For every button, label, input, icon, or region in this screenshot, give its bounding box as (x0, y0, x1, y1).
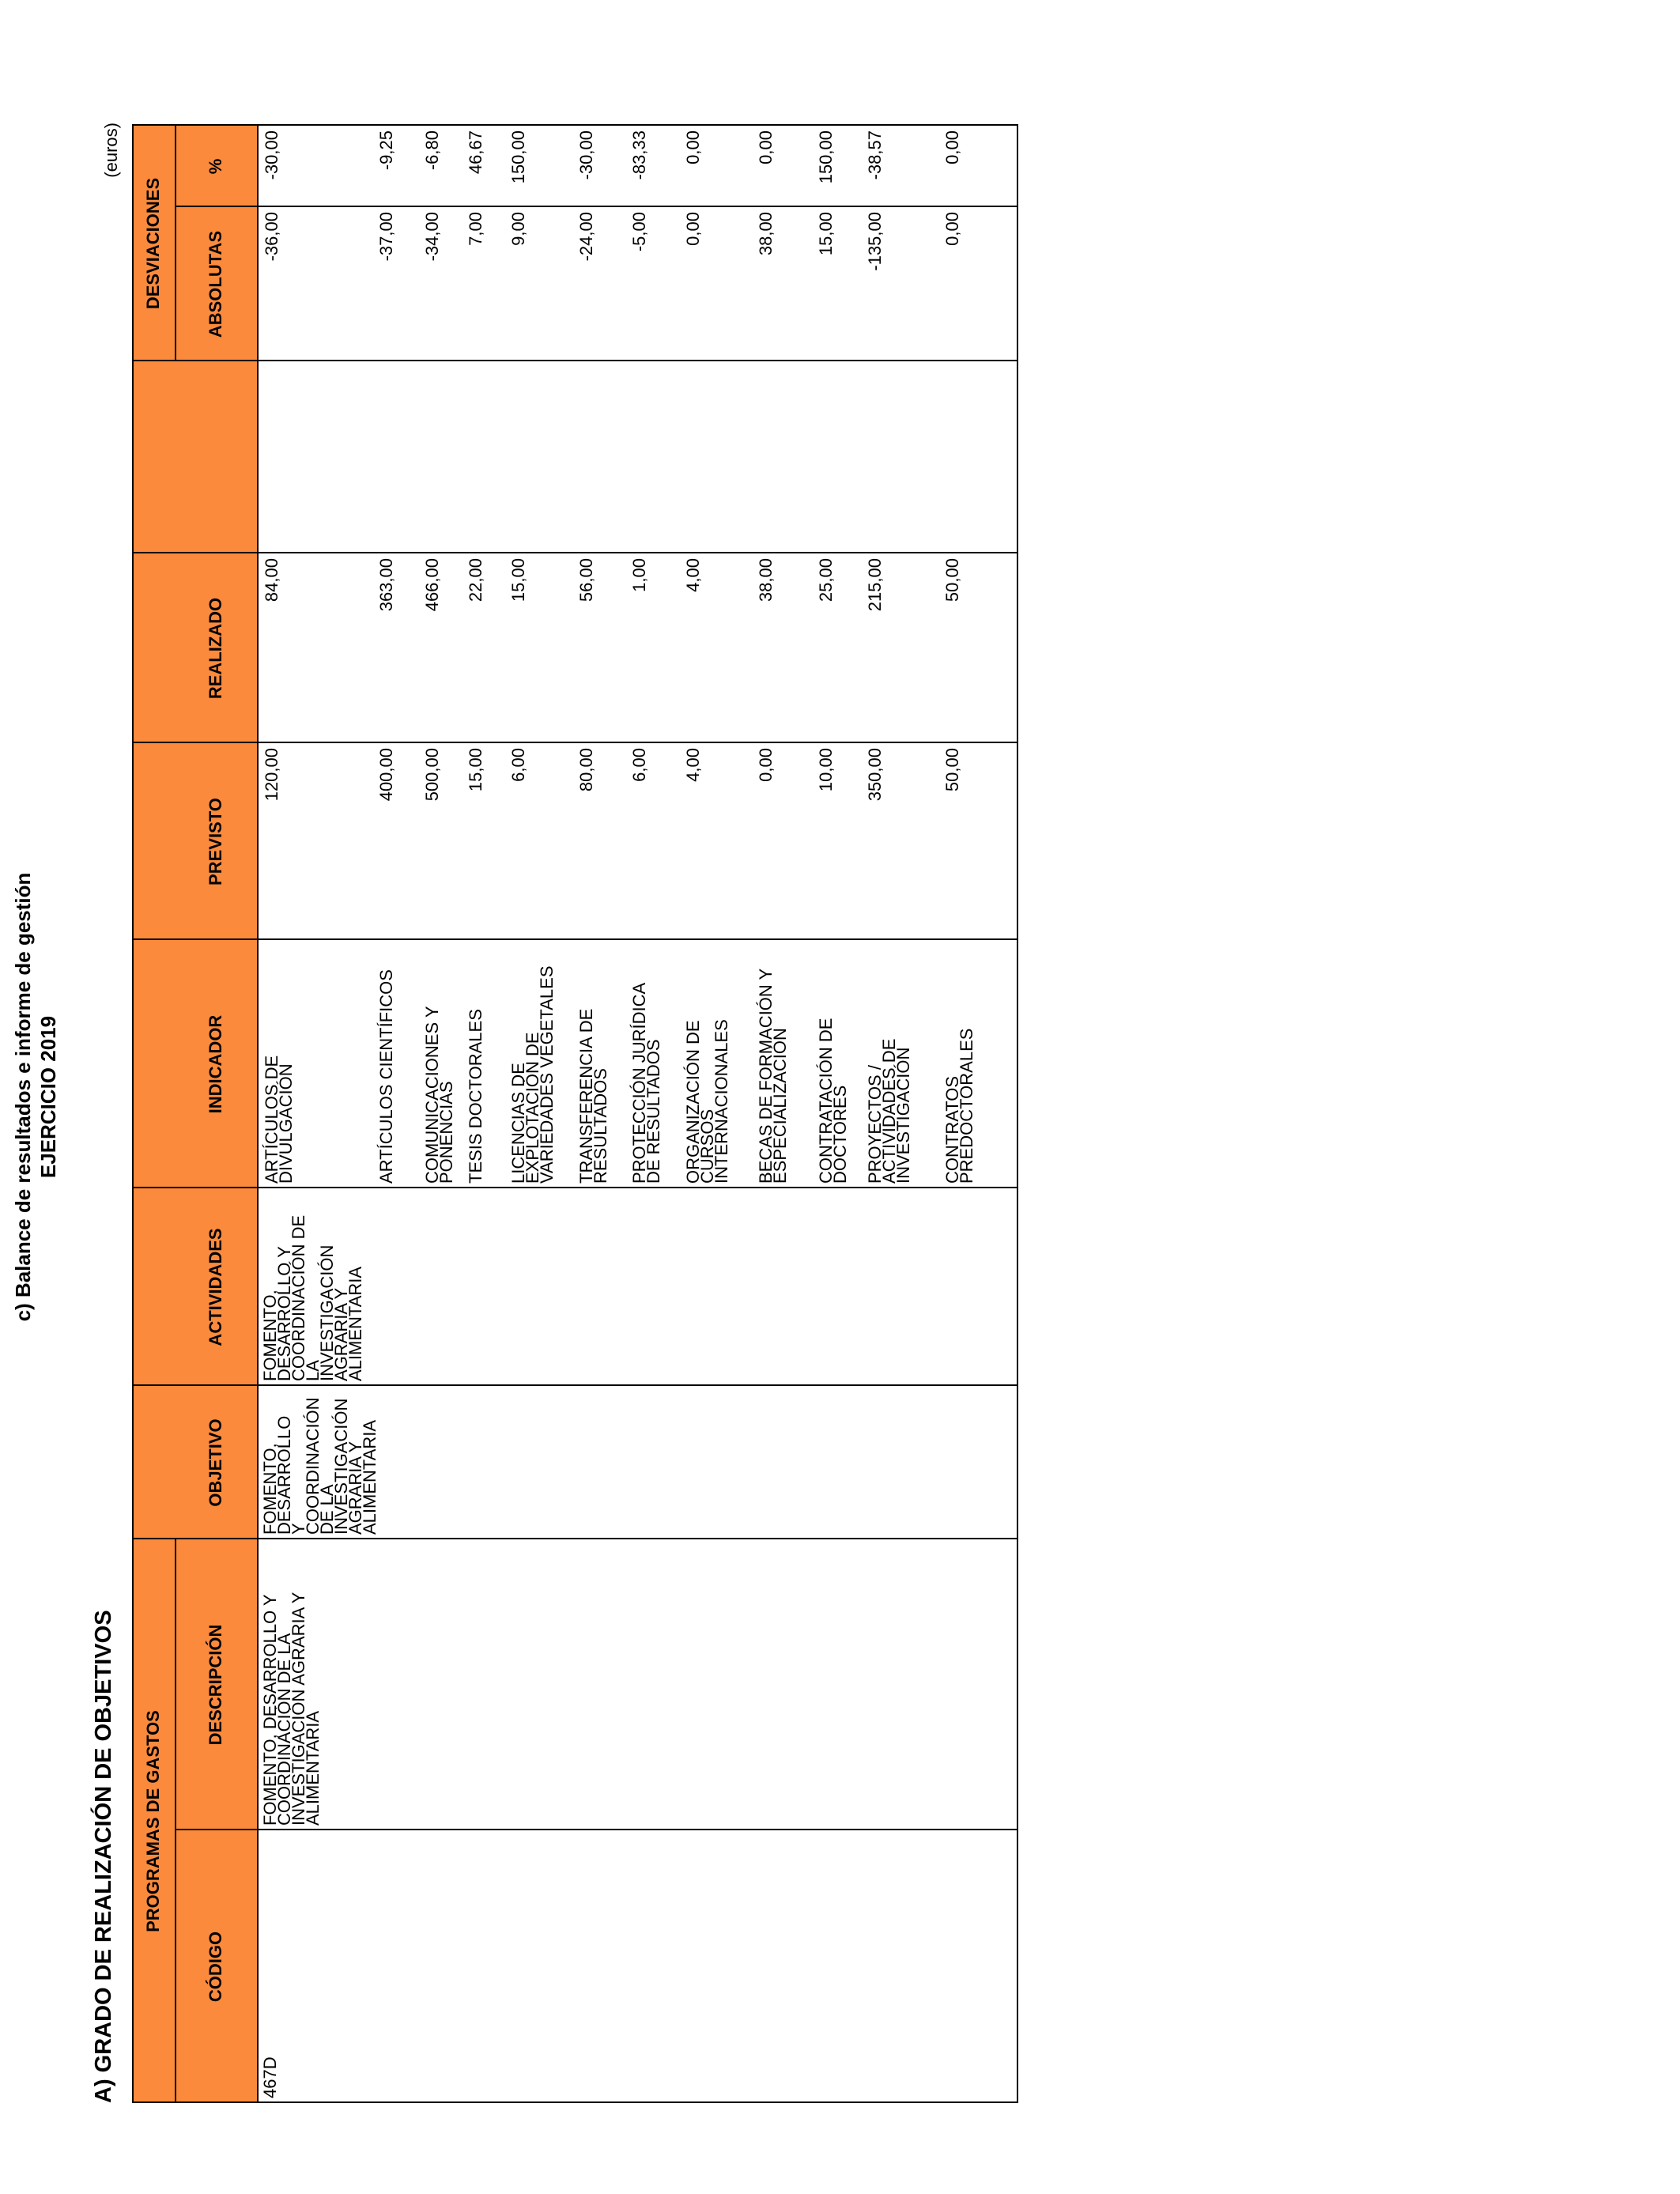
program-description-line: COORDINACIÓN DE LA (274, 1633, 294, 1826)
value-realizado-line: 22,00 (466, 558, 485, 602)
value-absolutas (683, 212, 703, 357)
program-objective-line: Y COORDINACIÓN DE LA (289, 1397, 337, 1535)
column-line (132, 1187, 1017, 1188)
value-realizado (756, 558, 776, 738)
header-codigo (175, 1830, 257, 2103)
value-realizado-line: 1,00 (629, 558, 649, 592)
value-previsto (756, 748, 776, 935)
value-realizado-line: 84,00 (262, 558, 281, 602)
header-top-filler (132, 361, 175, 1539)
value-previsto-line: 50,00 (942, 748, 962, 792)
value-realizado (422, 558, 442, 738)
value-previsto (816, 748, 836, 935)
column-line (132, 742, 1017, 743)
value-pct-line: -38,57 (865, 130, 885, 180)
program-activities-line: AGRARIA Y (331, 1287, 351, 1381)
program-code (260, 1835, 280, 2098)
value-absolutas (816, 212, 836, 357)
table-border-left (132, 2101, 1017, 2103)
value-realizado (816, 558, 836, 738)
table-border-right (132, 124, 1018, 126)
value-absolutas-line: -135,00 (865, 212, 885, 271)
value-realizado-line: 215,00 (865, 558, 885, 612)
indicator-name (629, 945, 663, 1184)
indicator-name-line: PROTECCIÓN JURÍDICA (629, 982, 649, 1184)
indicator-name (942, 945, 976, 1184)
value-pct (508, 130, 528, 202)
value-pct-line: -30,00 (576, 130, 596, 180)
program-activities-line: COORDINACIÓN DE LA (289, 1214, 323, 1381)
value-pct-line: 150,00 (816, 130, 836, 184)
value-absolutas-line: 0,00 (683, 212, 703, 246)
value-pct (376, 130, 396, 202)
value-pct (942, 130, 962, 202)
indicator-name (262, 945, 296, 1184)
value-pct-line: -83,33 (629, 130, 649, 180)
header-realizado (175, 553, 257, 743)
header-objetivo-label: OBJETIVO (206, 1418, 225, 1507)
value-previsto (422, 748, 442, 935)
indicator-name (816, 945, 850, 1184)
currency-unit: (euros) (101, 123, 121, 178)
header-pct (175, 126, 257, 207)
value-pct (576, 130, 596, 202)
program-activities-line: FOMENTO, (260, 1290, 280, 1381)
column-line (132, 1538, 1017, 1539)
table-border-top (132, 126, 134, 2103)
indicator-name (576, 945, 610, 1184)
value-absolutas-line: -37,00 (376, 212, 396, 262)
value-pct (629, 130, 649, 202)
value-previsto-line: 6,00 (629, 748, 649, 782)
value-previsto-line: 500,00 (422, 748, 442, 802)
indicator-name-line: INVESTIGACIÓN (893, 1047, 913, 1184)
value-absolutas-line: 9,00 (508, 212, 528, 246)
value-realizado (576, 558, 596, 738)
indicator-name-line: DOCTORES (830, 1085, 850, 1184)
indicator-name-line: ESPECIALIZACIÓN (770, 1028, 790, 1184)
header-realizado-label: REALIZADO (206, 597, 225, 700)
value-absolutas (422, 212, 442, 357)
header-actividades (175, 1188, 257, 1386)
column-line (132, 938, 1017, 940)
column-line (132, 1384, 1017, 1386)
value-pct-line: 46,67 (466, 130, 485, 175)
header-descripcion-label: DESCRIPCIÓN (206, 1624, 225, 1746)
value-realizado-line: 38,00 (756, 558, 776, 602)
value-pct (262, 130, 281, 202)
indicator-name-line: CURSOS (697, 1108, 717, 1184)
program-description-line: INVESTIGACIÓN AGRARIA Y (289, 1592, 308, 1826)
program-code-line: 467D (260, 2056, 280, 2098)
program-objective (260, 1391, 379, 1535)
indicator-name-line: COMUNICACIONES Y (422, 1006, 442, 1184)
program-objective-line: FOMENTO, DESARROLLO (260, 1415, 294, 1535)
report-title: c) Balance de resultados e informe de gestión (11, 872, 35, 1322)
value-previsto (865, 748, 885, 935)
indicator-name-line: BECAS DE FORMACIÓN Y (756, 968, 776, 1184)
value-absolutas-line: 7,00 (466, 212, 485, 246)
value-realizado-line: 25,00 (816, 558, 836, 602)
indicator-name-line: EXPLOTACIÓN DE (523, 1032, 542, 1184)
column-line (175, 206, 1017, 207)
indicator-name-line: CONTRATACIÓN DE (816, 1018, 836, 1184)
indicator-name-line: ARTÍCULOS DE (262, 1055, 281, 1184)
value-previsto-line: 6,00 (508, 748, 528, 782)
value-pct (466, 130, 485, 202)
indicator-name (376, 945, 396, 1184)
value-realizado-line: 4,00 (683, 558, 703, 592)
value-previsto (466, 748, 485, 935)
value-pct (683, 130, 703, 202)
value-previsto-line: 15,00 (466, 748, 485, 792)
value-realizado (262, 558, 281, 738)
value-pct-line: 0,00 (756, 130, 776, 164)
value-previsto-line: 10,00 (816, 748, 836, 792)
header-previsto-label: PREVISTO (206, 798, 225, 886)
value-absolutas-line: 15,00 (816, 212, 836, 256)
value-previsto (508, 748, 528, 935)
header-gap-filler (175, 361, 257, 553)
indicator-name (466, 945, 485, 1184)
section-heading: A) GRADO DE REALIZACIÓN DE OBJETIVOS (91, 1610, 116, 2103)
indicator-name-line: PONENCIAS (436, 1081, 456, 1184)
indicator-name-line: DE RESULTADOS (644, 1039, 663, 1184)
indicator-name-line: ACTIVIDADES DE (879, 1038, 899, 1184)
value-absolutas (262, 212, 281, 357)
value-previsto-line: 120,00 (262, 748, 281, 802)
value-previsto (376, 748, 396, 935)
header-actividades-label: ACTIVIDADES (206, 1228, 225, 1346)
value-absolutas-line: -34,00 (422, 212, 442, 262)
value-absolutas (865, 212, 885, 357)
value-previsto (942, 748, 962, 935)
indicator-name-line: PROYECTOS / (865, 1065, 885, 1184)
value-absolutas-line: 38,00 (756, 212, 776, 256)
value-pct-line: 0,00 (942, 130, 962, 164)
value-previsto-line: 400,00 (376, 748, 396, 802)
value-previsto-line: 4,00 (683, 748, 703, 782)
value-pct-line: 150,00 (508, 130, 528, 184)
program-activities-line: ALIMENTARIA (345, 1266, 365, 1381)
value-absolutas (942, 212, 962, 357)
table-border-bottom (1017, 126, 1018, 2103)
header-desviaciones (132, 126, 175, 361)
value-absolutas (466, 212, 485, 357)
value-absolutas-line: -5,00 (629, 212, 649, 252)
value-realizado (865, 558, 885, 738)
indicator-name-line: PREDOCTORALES (957, 1028, 976, 1184)
program-activities-line: DESARROLLO Y (274, 1246, 294, 1381)
indicator-name (683, 945, 731, 1184)
indicator-name-line: TRANSFERENCIA DE (576, 1008, 596, 1184)
indicator-name-line: ARTÍCULOS CIENTÍFICOS (376, 969, 396, 1184)
program-activities (260, 1193, 365, 1381)
indicator-name-line: RESULTADOS (591, 1068, 610, 1184)
indicator-name-line: CONTRATOS (942, 1075, 962, 1184)
header-objetivo (175, 1386, 257, 1539)
indicator-name (756, 945, 790, 1184)
value-absolutas (629, 212, 649, 357)
header-sub-line-right (175, 126, 176, 361)
value-realizado (376, 558, 396, 738)
header-programas-de-gastos-label: PROGRAMAS DE GASTOS (143, 1710, 163, 1932)
header-previsto (175, 743, 257, 940)
header-absolutas (175, 207, 257, 361)
column-line (132, 552, 1017, 553)
value-previsto-line: 350,00 (865, 748, 885, 802)
value-realizado (683, 558, 703, 738)
value-pct-line: -6,80 (422, 130, 442, 171)
value-realizado (508, 558, 528, 738)
program-activities-line: INVESTIGACIÓN (317, 1244, 337, 1381)
indicator-name-line: ORGANIZACIÓN DE (683, 1020, 703, 1184)
value-absolutas-line: 0,00 (942, 212, 962, 246)
value-realizado (942, 558, 962, 738)
indicator-name-line: INTERNACIONALES (712, 1019, 731, 1184)
header-bottom-line (257, 126, 259, 2103)
column-line (132, 360, 1017, 361)
value-absolutas (756, 212, 776, 357)
indicator-name-line: DIVULGACIÓN (276, 1063, 296, 1184)
value-pct-line: 0,00 (683, 130, 703, 164)
value-absolutas (376, 212, 396, 357)
header-descripcion (175, 1539, 257, 1830)
value-absolutas-line: -24,00 (576, 212, 596, 262)
value-pct-line: -9,25 (376, 130, 396, 171)
value-previsto-line: 0,00 (756, 748, 776, 782)
header-indicador-label: INDICADOR (206, 1014, 225, 1114)
report-subtitle: EJERCICIO 2019 (36, 1015, 60, 1179)
value-pct (816, 130, 836, 202)
indicator-name-line: LICENCIAS DE (508, 1063, 528, 1184)
value-previsto (683, 748, 703, 935)
value-previsto (262, 748, 281, 935)
value-realizado-line: 56,00 (576, 558, 596, 602)
header-indicador (175, 940, 257, 1188)
header-codigo-label: CÓDIGO (206, 1931, 225, 2003)
header-sub-line-left (175, 1539, 176, 2103)
value-pct (422, 130, 442, 202)
program-description-line: ALIMENTARIA (303, 1710, 323, 1826)
indicator-name-line: VARIEDADES VEGETALES (537, 965, 557, 1184)
value-realizado-line: 15,00 (508, 558, 528, 602)
value-realizado (466, 558, 485, 738)
value-realizado-line: 466,00 (422, 558, 442, 612)
value-pct-line: -30,00 (262, 130, 281, 180)
program-description (260, 1544, 323, 1826)
column-line (175, 1829, 1017, 1830)
header-desviaciones-label: DESVIACIONES (143, 177, 163, 310)
value-realizado-line: 363,00 (376, 558, 396, 612)
value-previsto-line: 80,00 (576, 748, 596, 792)
value-absolutas (508, 212, 528, 357)
value-previsto (576, 748, 596, 935)
indicator-name (508, 945, 557, 1184)
header-absolutas-label: ABSOLUTAS (206, 230, 225, 338)
value-realizado (629, 558, 649, 738)
value-absolutas-line: -36,00 (262, 212, 281, 262)
value-realizado-line: 50,00 (942, 558, 962, 602)
program-objective-line: INVESTIGACIÓN (331, 1398, 351, 1535)
value-previsto (629, 748, 649, 935)
value-pct (756, 130, 776, 202)
indicator-name (422, 945, 456, 1184)
value-absolutas (576, 212, 596, 357)
header-programas-de-gastos (132, 1539, 175, 2103)
header-pct-label: % (206, 158, 225, 175)
value-pct (865, 130, 885, 202)
indicator-name-line: TESIS DOCTORALES (466, 1009, 485, 1184)
program-description-line: FOMENTO, DESARROLLO Y (260, 1594, 280, 1826)
indicator-name (865, 945, 913, 1184)
program-objective-line: AGRARIA Y ALIMENTARIA (345, 1419, 379, 1535)
